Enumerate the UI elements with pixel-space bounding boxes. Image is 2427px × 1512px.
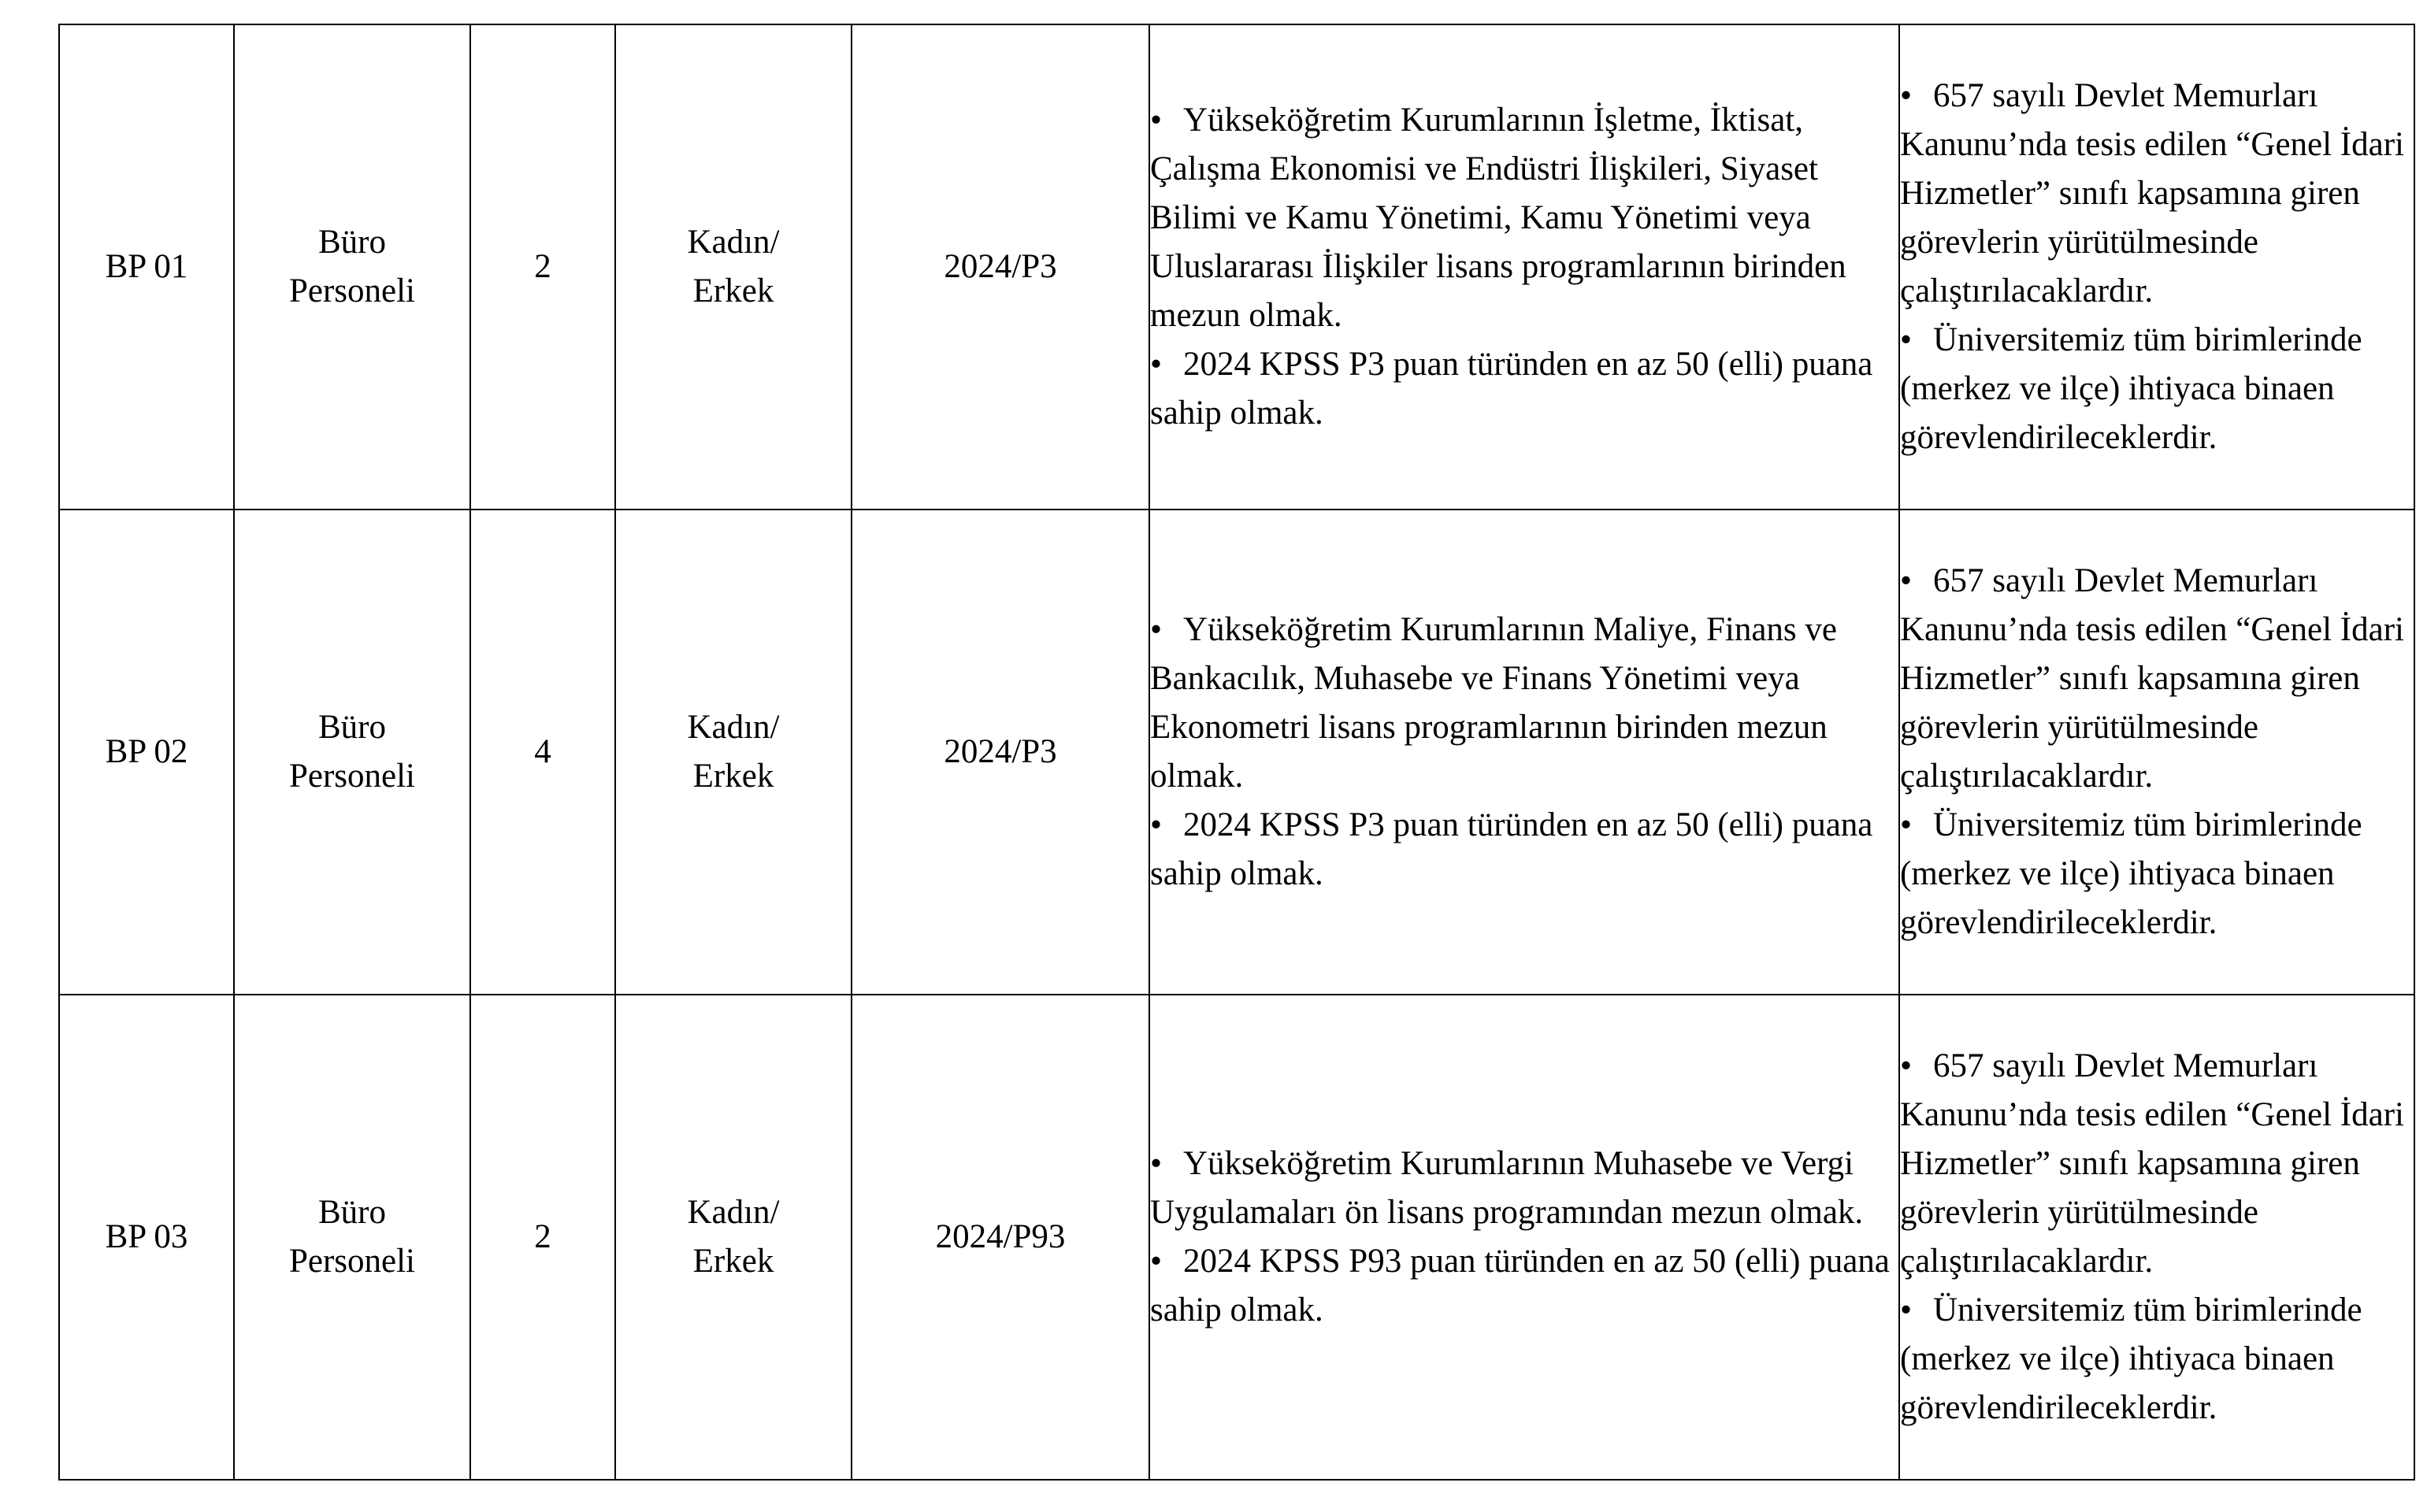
position-gender: Kadın/ Erkek (615, 995, 852, 1480)
position-requirements (1149, 24, 1899, 510)
bullet-icon: • (1900, 562, 1913, 599)
position-score-type: 2024/P3 (852, 24, 1149, 510)
bullet-icon: • (1150, 611, 1163, 648)
bullet-icon: • (1900, 1292, 1913, 1329)
bullet-icon: • (1150, 102, 1163, 139)
bullet-icon: • (1150, 346, 1163, 383)
table-row (59, 24, 2414, 510)
position-count: 2 (470, 995, 615, 1480)
position-title: Büro Personeli (234, 24, 470, 510)
position-notes (1899, 24, 2414, 510)
requirement-item: • Yükseköğretim Kurumlarının İşletme, İktisat, Çalışma Ekonomisi ve Endüstri İlişkileri, Siyaset Bilimi ve Kamu Yönetimi, Kamu Yönetimi veya Uluslararası İlişkiler lisans programlarının birinden mezun olmak. (1150, 96, 1898, 340)
table-row (59, 995, 2414, 1480)
position-code: BP 01 (59, 24, 234, 510)
position-notes (1899, 995, 2414, 1480)
position-title: Büro Personeli (234, 995, 470, 1480)
bullet-icon: • (1900, 806, 1913, 843)
position-requirements (1149, 510, 1899, 995)
bullet-icon: • (1150, 1243, 1163, 1280)
position-notes (1899, 510, 2414, 995)
bullet-icon: • (1900, 1047, 1913, 1084)
note-item: • 657 sayılı Devlet Memurları Kanunu’nda tesis edilen “Genel İdari Hizmetler” sınıfı kapsamına giren görevlerin yürütülmesinde çalıştırılacaklardır. (1900, 1042, 2414, 1286)
position-title: Büro Personeli (234, 510, 470, 995)
requirement-item: • 2024 KPSS P93 puan türünden en az 50 (elli) puana sahip olmak. (1150, 1237, 1898, 1335)
note-item: • 657 sayılı Devlet Memurları Kanunu’nda tesis edilen “Genel İdari Hizmetler” sınıfı kapsamına giren görevlerin yürütülmesinde çalıştırılacaklardır. (1900, 557, 2414, 801)
note-item: • 657 sayılı Devlet Memurları Kanunu’nda tesis edilen “Genel İdari Hizmetler” sınıfı kapsamına giren görevlerin yürütülmesinde çalıştırılacaklardır. (1900, 72, 2414, 316)
positions-table (58, 24, 2415, 1480)
position-gender: Kadın/ Erkek (615, 510, 852, 995)
note-item: • Üniversitemiz tüm birimlerinde (merkez ve ilçe) ihtiyaca binaen görevlendirileceklerdir. (1900, 1286, 2414, 1432)
bullet-icon: • (1900, 321, 1913, 358)
position-count: 4 (470, 510, 615, 995)
position-score-type: 2024/P3 (852, 510, 1149, 995)
bullet-icon: • (1150, 1145, 1163, 1182)
bullet-icon: • (1150, 806, 1163, 843)
position-gender: Kadın/ Erkek (615, 24, 852, 510)
requirement-item: • Yükseköğretim Kurumlarının Maliye, Finans ve Bankacılık, Muhasebe ve Finans Yönetimi veya Ekonometri lisans programlarının birinden mezun olmak. (1150, 606, 1898, 801)
note-item: • Üniversitemiz tüm birimlerinde (merkez ve ilçe) ihtiyaca binaen görevlendirileceklerdir. (1900, 801, 2414, 947)
note-item: • Üniversitemiz tüm birimlerinde (merkez ve ilçe) ihtiyaca binaen görevlendirileceklerdir. (1900, 316, 2414, 462)
requirement-item: • 2024 KPSS P3 puan türünden en az 50 (elli) puana sahip olmak. (1150, 340, 1898, 438)
position-code: BP 02 (59, 510, 234, 995)
table-row (59, 510, 2414, 995)
position-code: BP 03 (59, 995, 234, 1480)
position-score-type: 2024/P93 (852, 995, 1149, 1480)
requirement-item: • 2024 KPSS P3 puan türünden en az 50 (elli) puana sahip olmak. (1150, 801, 1898, 899)
position-count: 2 (470, 24, 615, 510)
position-requirements (1149, 995, 1899, 1480)
requirement-item: • Yükseköğretim Kurumlarının Muhasebe ve Vergi Uygulamaları ön lisans programından mezun olmak. (1150, 1140, 1898, 1237)
bullet-icon: • (1900, 77, 1913, 114)
